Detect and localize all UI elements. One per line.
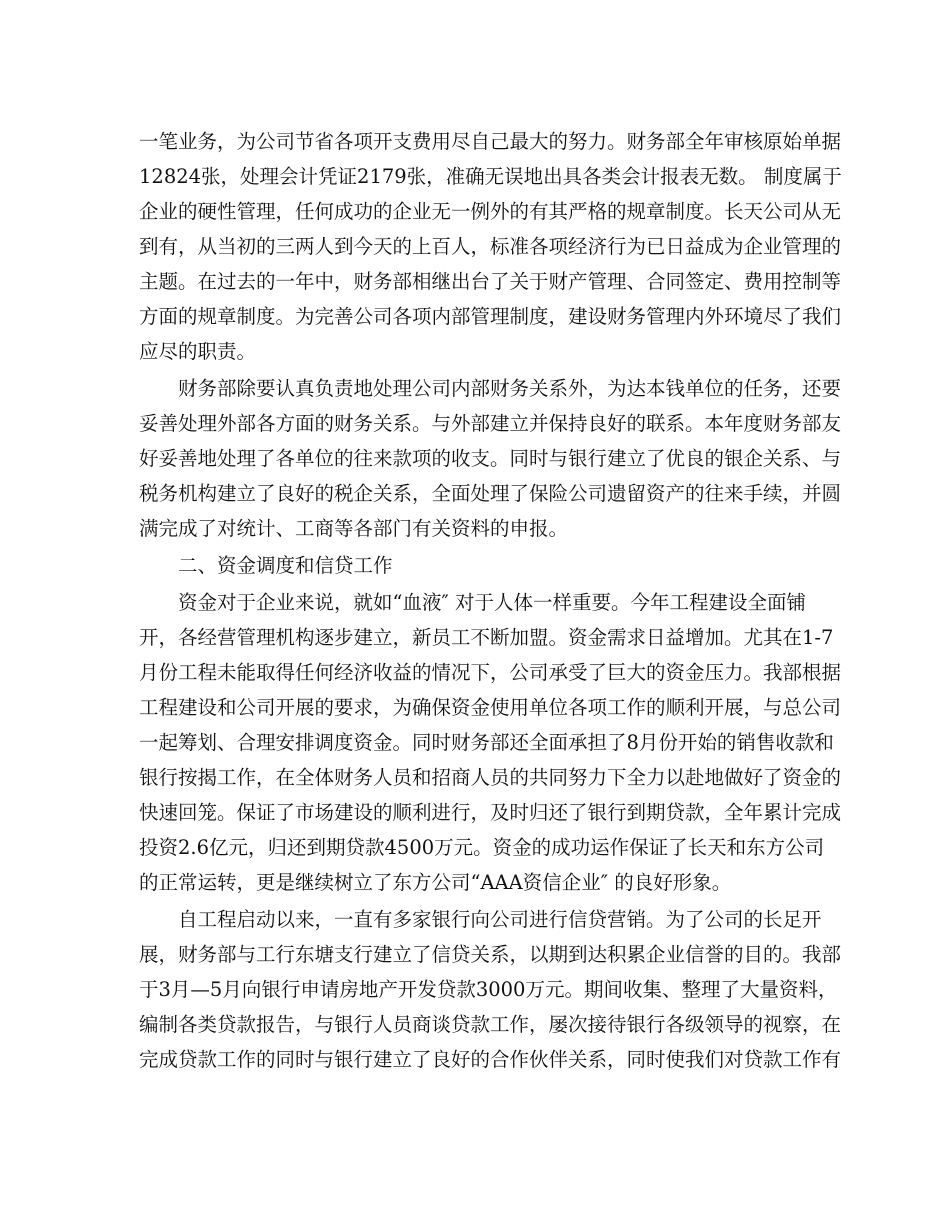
paragraph-funds [139,585,842,900]
text-line: 到有，从当初的三两人到今天的上百人，标准各项经济行为已日益成为企业管理的 [139,235,842,258]
text-line: 应尽的职责。 [139,340,257,363]
text-line: 好妥善地处理了各单位的往来款项的收支。同时与银行建立了优良的银企关系、与 [139,447,842,470]
text-line: 编制各类贷款报告，与银行人员商谈贷款工作，屡次接待银行各级领导的视察，在 [139,1013,842,1036]
paragraph-financial-controls [139,124,842,369]
text-line: 财务部除要认真负责地处理公司内部财务关系外，为达本钱单位的任务，还要 [139,377,842,400]
text-line: 12824张，处理会计凭证2179张，准确无误地出具各类会计报表无数。 制度属于 [139,165,842,188]
text-line: 开，各经营管理机构逐步建立，新员工不断加盟。资金需求日益增加。尤其在1-7 [139,626,834,649]
section-heading [139,548,815,583]
text-line: 银行按揭工作，在全体财务人员和招商人员的共同努力下全力以赴地做好了资金的 [139,766,842,789]
document-body [139,124,842,1077]
text-line: 月份工程未能取得任何经济收益的情况下，公司承受了巨大的资金压力。我部根据 [139,661,842,684]
text-line: 完成贷款工作的同时与银行建立了良好的合作伙伴关系，同时使我们对贷款工作有 [139,1048,842,1071]
text-line: 一笔业务，为公司节省各项开支费用尽自己最大的努力。财务部全年审核原始单据 [139,130,842,153]
paragraph-credit [139,902,842,1077]
text-line: 方面的规章制度。为完善公司各项内部管理制度，建设财务管理内外环境尽了我们 [139,305,842,328]
text-line: 妥善处理外部各方面的财务关系。与外部建立并保持良好的联系。本年度财务部友 [139,412,842,435]
text-line: 投资2.6亿元，归还到期贷款4500万元。资金的成功运作保证了长天和东方公司 [139,836,825,859]
text-line: 自工程启动以来，一直有多家银行向公司进行信贷营销。为了公司的长足开 [139,908,822,931]
text-line: 企业的硬性管理，任何成功的企业无一例外的有其严格的规章制度。长天公司从无 [139,200,842,223]
text-line: 资金对于企业来说，就如“血液″ 对于人体一样重要。今年工程建设全面铺 [139,591,806,614]
paragraph-external-relations [139,371,842,546]
text-line: 工程建设和公司开展的要求，为确保资金使用单位各项工作的顺利开展，与总公司 [139,696,842,719]
text-line: 于3月—5月向银行申请房地产开发贷款3000万元。期间收集、整理了大量资料， [139,978,838,1001]
heading-line: 二、资金调度和信贷工作 [139,554,393,577]
text-line: 的正常运转，更是继续树立了东方公司“AAA资信企业″ 的良好形象。 [139,871,732,894]
text-line: 主题。在过去的一年中，财务部相继出台了关于财产管理、合同签定、费用控制等 [139,270,842,293]
text-line: 展，财务部与工行东塘支行建立了信贷关系，以期到达积累企业信誉的目的。我部 [139,943,842,966]
text-line: 一起筹划、合理安排调度资金。同时财务部还全面承担了8月份开始的销售收款和 [139,731,834,754]
text-line: 满完成了对统计、工商等各部门有关资料的申报。 [139,517,569,540]
text-line: 快速回笼。保证了市场建设的顺利进行，及时归还了银行到期贷款，全年累计完成 [139,801,842,824]
text-line: 税务机构建立了良好的税企关系，全面处理了保险公司遗留资产的往来手续，并圆 [139,482,842,505]
